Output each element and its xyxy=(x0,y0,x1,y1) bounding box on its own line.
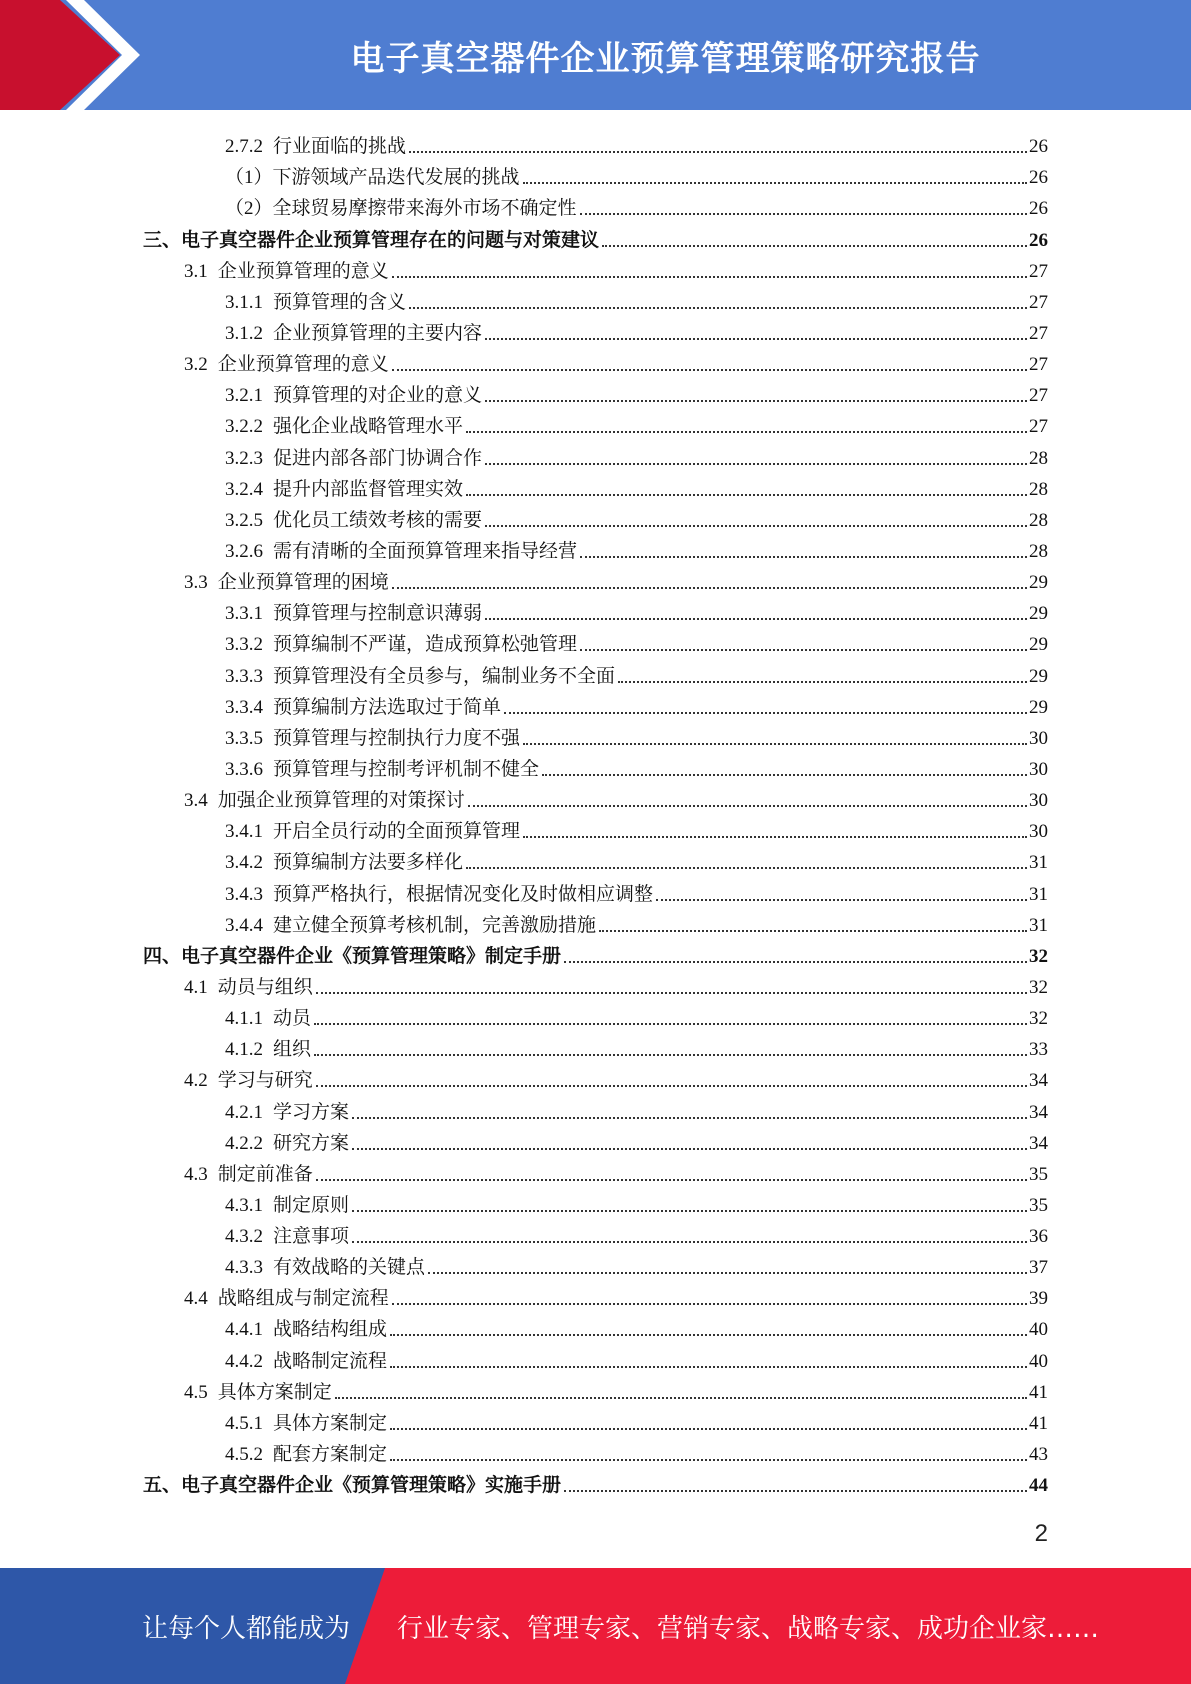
toc-page-number: 29 xyxy=(1029,696,1048,718)
toc-section-label: 预算编制方法选取过于简单 xyxy=(273,696,502,718)
toc-section-label: 开启全员行动的全面预算管理 xyxy=(273,821,521,843)
toc-page-number: 32 xyxy=(1029,945,1048,967)
toc-section-number: 4.1 xyxy=(184,976,208,998)
toc-page-number: 27 xyxy=(1029,260,1048,282)
toc-entry[interactable] xyxy=(143,127,1048,158)
toc-section-label: 制定前准备 xyxy=(217,1163,313,1185)
toc-entry[interactable] xyxy=(143,999,1048,1030)
toc-section-label: 三、电子真空器件企业预算管理存在的问题与对策建议 xyxy=(143,229,600,251)
toc-entry[interactable] xyxy=(143,1341,1048,1372)
toc-leader-dots xyxy=(602,245,1027,247)
toc-entry[interactable] xyxy=(143,656,1048,687)
toc-entry-title xyxy=(184,572,389,594)
toc-section-label: 战略结构组成 xyxy=(273,1319,388,1341)
toc-leader-dots xyxy=(314,1023,1027,1025)
toc-entry-title xyxy=(225,385,482,407)
toc-entry[interactable] xyxy=(143,1092,1048,1123)
toc-entry-title xyxy=(225,884,653,906)
toc-entry-title xyxy=(225,323,482,345)
toc-entry-title xyxy=(184,1070,313,1092)
toc-entry-title xyxy=(225,479,463,501)
toc-section-number: 3.1.1 xyxy=(225,291,263,313)
toc-section-number: 3.3.2 xyxy=(225,634,263,656)
toc-section-number: 3.4.3 xyxy=(225,883,263,905)
toc-leader-dots xyxy=(485,400,1027,402)
toc-leader-dots xyxy=(618,681,1027,683)
toc-section-label: 具体方案制定 xyxy=(217,1381,332,1403)
toc-section-label: 促进内部各部门协调合作 xyxy=(273,447,483,469)
toc-section-number: 4.1.1 xyxy=(225,1008,263,1030)
toc-leader-dots xyxy=(564,961,1027,963)
toc-entry-title xyxy=(184,1164,313,1186)
toc-page-number: 31 xyxy=(1029,883,1048,905)
toc-leader-dots xyxy=(392,276,1027,278)
toc-entry[interactable] xyxy=(143,1279,1048,1310)
toc-section-number: 4.3.1 xyxy=(225,1194,263,1216)
toc-section-number: 4.5.2 xyxy=(225,1444,263,1466)
toc-page-number: 27 xyxy=(1029,385,1048,407)
toc-entry-title xyxy=(184,790,465,812)
toc-entry-title xyxy=(225,198,577,220)
toc-section-label: （2）全球贸易摩擦带来海外市场不确定性 xyxy=(225,198,577,220)
toc-entry-title xyxy=(225,292,406,314)
toc-entry[interactable] xyxy=(143,438,1048,469)
toc-entry[interactable] xyxy=(143,1124,1048,1155)
toc-section-number: 3.3.1 xyxy=(225,603,263,625)
toc-section-label: 企业预算管理的意义 xyxy=(217,354,389,376)
toc-page-number: 43 xyxy=(1029,1444,1048,1466)
toc-entry[interactable] xyxy=(143,594,1048,625)
toc-page-number: 40 xyxy=(1029,1319,1048,1341)
toc-entry[interactable] xyxy=(143,750,1048,781)
toc-section-label: 预算管理与控制执行力度不强 xyxy=(273,727,521,749)
toc-page-number: 28 xyxy=(1029,509,1048,531)
toc-entry-title xyxy=(225,167,520,189)
toc-section-number: 3.4 xyxy=(184,790,208,812)
toc-leader-dots xyxy=(390,1366,1027,1368)
toc-entry[interactable] xyxy=(143,1186,1048,1217)
toc-entry[interactable] xyxy=(143,1310,1048,1341)
page-footer xyxy=(0,1568,1191,1684)
toc-section-label: 需有清晰的全面预算管理来指导经营 xyxy=(273,540,578,562)
toc-section-number: 3.3.6 xyxy=(225,758,263,780)
toc-entry[interactable] xyxy=(143,563,1048,594)
page-number: 2 xyxy=(1034,1520,1048,1547)
toc-entry[interactable] xyxy=(143,1061,1048,1092)
toc-page-number: 32 xyxy=(1029,976,1048,998)
toc-section-number: 2.7.2 xyxy=(225,136,263,158)
toc-leader-dots xyxy=(580,556,1027,558)
toc-page-number: 28 xyxy=(1029,478,1048,500)
toc-entry[interactable] xyxy=(143,1217,1048,1248)
toc-entry-title xyxy=(184,977,313,999)
toc-page-number: 35 xyxy=(1029,1194,1048,1216)
toc-leader-dots xyxy=(390,1428,1027,1430)
toc-entry-title xyxy=(184,354,389,376)
toc-page-number: 30 xyxy=(1029,821,1048,843)
toc-entry[interactable] xyxy=(143,252,1048,283)
toc-leader-dots xyxy=(504,712,1027,714)
toc-leader-dots xyxy=(580,213,1027,215)
toc-section-number: 4.4.1 xyxy=(225,1319,263,1341)
toc-section-number: 3.2.4 xyxy=(225,478,263,500)
toc-section-label: 学习方案 xyxy=(273,1101,350,1123)
toc-entry-title xyxy=(225,448,482,470)
toc-leader-dots xyxy=(523,836,1027,838)
toc-section-label: 强化企业战略管理水平 xyxy=(273,416,464,438)
toc-section-label: 注意事项 xyxy=(273,1226,350,1248)
toc-entry[interactable] xyxy=(143,812,1048,843)
toc-page-number: 39 xyxy=(1029,1288,1048,1310)
toc-page-number: 44 xyxy=(1029,1475,1048,1497)
toc-leader-dots xyxy=(599,930,1027,932)
toc-page-number: 30 xyxy=(1029,758,1048,780)
toc-leader-dots xyxy=(316,992,1027,994)
toc-entry[interactable] xyxy=(143,314,1048,345)
toc-entry-title xyxy=(225,1133,349,1155)
toc-entry[interactable] xyxy=(143,532,1048,563)
toc-leader-dots xyxy=(523,743,1027,745)
toc-entry-title xyxy=(225,1008,311,1030)
toc-entry-title xyxy=(225,1226,349,1248)
toc-section-number: 3.1 xyxy=(184,260,208,282)
toc-leader-dots xyxy=(335,1397,1027,1399)
toc-section-label: 预算编制方法要多样化 xyxy=(273,852,464,874)
toc-section-label: 行业面临的挑战 xyxy=(273,136,407,158)
toc-entry[interactable] xyxy=(143,625,1048,656)
toc-section-label: 研究方案 xyxy=(273,1132,350,1154)
toc-page-number: 29 xyxy=(1029,572,1048,594)
toc-entry[interactable] xyxy=(143,376,1048,407)
toc-entry[interactable] xyxy=(143,1373,1048,1404)
toc-section-number: 4.4.2 xyxy=(225,1350,263,1372)
toc-section-number: 3.2.3 xyxy=(225,447,263,469)
toc-section-label: 四、电子真空器件企业《预算管理策略》制定手册 xyxy=(143,945,562,967)
toc-entry[interactable] xyxy=(143,906,1048,937)
toc-section-label: （1）下游领域产品迭代发展的挑战 xyxy=(225,167,520,189)
toc-entry-title xyxy=(225,136,406,158)
toc-section-number: 4.1.2 xyxy=(225,1039,263,1061)
toc-section-label: 预算严格执行，根据情况变化及时做相应调整 xyxy=(273,883,654,905)
toc-page-number: 30 xyxy=(1029,727,1048,749)
toc-entry[interactable] xyxy=(143,470,1048,501)
toc-page-number: 29 xyxy=(1029,603,1048,625)
toc-section-number: 3.4.4 xyxy=(225,914,263,936)
toc-page-number: 27 xyxy=(1029,354,1048,376)
toc-entry-title xyxy=(225,1195,349,1217)
toc-leader-dots xyxy=(468,805,1027,807)
toc-entry-title xyxy=(225,1039,311,1061)
toc-entry-title xyxy=(225,1351,387,1373)
toc-entry-title xyxy=(225,852,463,874)
toc-page-number: 36 xyxy=(1029,1226,1048,1248)
toc-entry[interactable] xyxy=(143,1248,1048,1279)
toc-section-label: 预算管理与控制意识薄弱 xyxy=(273,603,483,625)
toc-section-number: 4.5 xyxy=(184,1381,208,1403)
toc-entry[interactable] xyxy=(143,781,1048,812)
footer-expert-list: 行业专家、管理专家、营销专家、战略专家、成功企业家…… xyxy=(397,1613,1100,1644)
toc-entry[interactable] xyxy=(143,874,1048,905)
toc-page-number: 41 xyxy=(1029,1412,1048,1434)
toc-section-label: 预算管理的含义 xyxy=(273,291,407,313)
page-header xyxy=(0,0,1191,110)
toc-leader-dots xyxy=(542,774,1027,776)
toc-section-label: 建立健全预算考核机制，完善激励措施 xyxy=(273,914,597,936)
toc-entry-title xyxy=(184,261,389,283)
toc-section-label: 加强企业预算管理的对策探讨 xyxy=(217,790,465,812)
toc-leader-dots xyxy=(352,1148,1027,1150)
toc-entry[interactable] xyxy=(143,968,1048,999)
toc-section-label: 五、电子真空器件企业《预算管理策略》实施手册 xyxy=(143,1475,562,1497)
toc-page-number: 26 xyxy=(1029,198,1048,220)
toc-page-number: 29 xyxy=(1029,634,1048,656)
toc-section-number: 4.4 xyxy=(184,1288,208,1310)
toc-page-number: 31 xyxy=(1029,914,1048,936)
toc-entry-title xyxy=(225,759,539,781)
toc-leader-dots xyxy=(316,1085,1027,1087)
toc-entry[interactable] xyxy=(143,283,1048,314)
toc-entry[interactable] xyxy=(143,189,1048,220)
toc-section-number: 3.4.1 xyxy=(225,821,263,843)
toc-entry-title xyxy=(225,697,501,719)
toc-page-number: 26 xyxy=(1029,229,1048,251)
toc-leader-dots xyxy=(485,338,1027,340)
toc-section-label: 战略组成与制定流程 xyxy=(217,1288,389,1310)
toc-section-label: 具体方案制定 xyxy=(273,1412,388,1434)
toc-leader-dots xyxy=(352,1241,1027,1243)
toc-page-number: 40 xyxy=(1029,1350,1048,1372)
toc-entry-title xyxy=(225,1413,387,1435)
toc-entry[interactable] xyxy=(143,158,1048,189)
toc-entry-title xyxy=(143,946,561,968)
toc-section-label: 优化员工绩效考核的需要 xyxy=(273,509,483,531)
toc-section-number: 4.2.2 xyxy=(225,1132,263,1154)
toc-entry-title xyxy=(225,510,482,532)
toc-leader-dots xyxy=(485,525,1027,527)
toc-leader-dots xyxy=(656,899,1027,901)
toc-section-number: 4.2.1 xyxy=(225,1101,263,1123)
report-title: 电子真空器件企业预算管理策略研究报告 xyxy=(350,38,981,79)
toc-leader-dots xyxy=(485,463,1027,465)
toc-entry-title xyxy=(225,541,577,563)
toc-leader-dots xyxy=(485,618,1027,620)
toc-leader-dots xyxy=(392,369,1027,371)
toc-section-label: 企业预算管理的主要内容 xyxy=(273,322,483,344)
toc-page-number: 27 xyxy=(1029,416,1048,438)
toc-entry-title xyxy=(143,230,599,252)
toc-entry[interactable] xyxy=(143,1030,1048,1061)
toc-section-label: 提升内部监督管理实效 xyxy=(273,478,464,500)
toc-page-number: 34 xyxy=(1029,1101,1048,1123)
toc-entry-title xyxy=(143,1475,561,1497)
toc-entry[interactable] xyxy=(143,220,1048,251)
toc-page-number: 32 xyxy=(1029,1008,1048,1030)
toc-leader-dots xyxy=(316,1179,1027,1181)
footer-slogan: 让每个人都能成为 xyxy=(142,1613,351,1644)
toc-section-label: 预算管理与控制考评机制不健全 xyxy=(273,758,540,780)
toc-entry[interactable] xyxy=(143,1466,1048,1497)
toc-leader-dots xyxy=(390,1334,1027,1336)
toc-section-label: 动员 xyxy=(273,1008,312,1030)
toc-page-number: 31 xyxy=(1029,852,1048,874)
toc-leader-dots xyxy=(466,867,1027,869)
toc-entry-title xyxy=(225,603,482,625)
toc-entry[interactable] xyxy=(143,407,1048,438)
toc-entry-title xyxy=(225,728,520,750)
toc-section-label: 配套方案制定 xyxy=(273,1444,388,1466)
toc-entry[interactable] xyxy=(143,1435,1048,1466)
toc-section-label: 企业预算管理的困境 xyxy=(217,572,389,594)
toc-leader-dots xyxy=(314,1054,1027,1056)
toc-section-number: 3.2 xyxy=(184,354,208,376)
toc-entry[interactable] xyxy=(143,843,1048,874)
toc-section-label: 预算管理没有全员参与，编制业务不全面 xyxy=(273,665,616,687)
toc-leader-dots xyxy=(580,649,1027,651)
toc-entry-title xyxy=(225,1102,349,1124)
toc-page-number: 30 xyxy=(1029,790,1048,812)
header-chevron-decoration xyxy=(0,0,150,110)
toc-entry-title xyxy=(225,666,615,688)
toc-entry-title xyxy=(184,1288,389,1310)
toc-section-label: 战略制定流程 xyxy=(273,1350,388,1372)
toc-leader-dots xyxy=(392,587,1027,589)
toc-section-number: 3.1.2 xyxy=(225,322,263,344)
toc-entry-title xyxy=(225,1319,387,1341)
toc-section-label: 制定原则 xyxy=(273,1194,350,1216)
toc-page-number: 27 xyxy=(1029,291,1048,313)
toc-page-number: 34 xyxy=(1029,1132,1048,1154)
toc-entry[interactable] xyxy=(143,345,1048,376)
toc-section-label: 预算管理的对企业的意义 xyxy=(273,385,483,407)
toc-entry[interactable] xyxy=(143,1155,1048,1186)
table-of-contents xyxy=(143,127,1048,1497)
toc-section-number: 3.2.2 xyxy=(225,416,263,438)
toc-section-number: 4.5.1 xyxy=(225,1412,263,1434)
toc-section-number: 3.3 xyxy=(184,572,208,594)
toc-page-number: 37 xyxy=(1029,1257,1048,1279)
toc-section-label: 企业预算管理的意义 xyxy=(217,260,389,282)
toc-section-label: 预算编制不严谨，造成预算松弛管理 xyxy=(273,634,578,656)
toc-section-label: 组织 xyxy=(273,1039,312,1061)
toc-section-label: 学习与研究 xyxy=(217,1070,313,1092)
toc-section-number: 4.2 xyxy=(184,1070,208,1092)
toc-leader-dots xyxy=(352,1117,1027,1119)
toc-page-number: 28 xyxy=(1029,540,1048,562)
toc-leader-dots xyxy=(352,1210,1027,1212)
toc-section-number: 3.3.4 xyxy=(225,696,263,718)
toc-section-number: 4.3.2 xyxy=(225,1226,263,1248)
toc-leader-dots xyxy=(409,307,1027,309)
toc-leader-dots xyxy=(428,1272,1027,1274)
toc-entry[interactable] xyxy=(143,1404,1048,1435)
toc-entry-title xyxy=(225,634,577,656)
toc-entry-title xyxy=(184,1382,332,1404)
toc-leader-dots xyxy=(564,1490,1027,1492)
toc-entry[interactable] xyxy=(143,688,1048,719)
toc-page-number: 41 xyxy=(1029,1381,1048,1403)
toc-entry-title xyxy=(225,821,520,843)
toc-entry[interactable] xyxy=(143,501,1048,532)
toc-section-number: 3.3.5 xyxy=(225,727,263,749)
toc-leader-dots xyxy=(392,1303,1027,1305)
toc-leader-dots xyxy=(466,494,1027,496)
toc-section-label: 动员与组织 xyxy=(217,976,313,998)
toc-entry[interactable] xyxy=(143,719,1048,750)
toc-page-number: 26 xyxy=(1029,136,1048,158)
toc-page-number: 33 xyxy=(1029,1039,1048,1061)
toc-page-number: 35 xyxy=(1029,1163,1048,1185)
toc-section-number: 3.3.3 xyxy=(225,665,263,687)
toc-entry-title xyxy=(225,915,596,937)
toc-page-number: 27 xyxy=(1029,322,1048,344)
toc-leader-dots xyxy=(466,431,1027,433)
toc-entry-title xyxy=(225,1257,425,1279)
toc-page-number: 26 xyxy=(1029,167,1048,189)
toc-section-number: 3.2.5 xyxy=(225,509,263,531)
toc-section-label: 有效战略的关键点 xyxy=(273,1257,426,1279)
toc-page-number: 34 xyxy=(1029,1070,1048,1092)
toc-leader-dots xyxy=(409,151,1027,153)
toc-section-number: 3.2.6 xyxy=(225,540,263,562)
toc-section-number: 4.3 xyxy=(184,1163,208,1185)
toc-leader-dots xyxy=(523,182,1027,184)
toc-section-number: 3.4.2 xyxy=(225,852,263,874)
toc-section-number: 3.2.1 xyxy=(225,385,263,407)
toc-entry[interactable] xyxy=(143,937,1048,968)
toc-leader-dots xyxy=(390,1459,1027,1461)
toc-entry-title xyxy=(225,1444,387,1466)
toc-entry-title xyxy=(225,416,463,438)
toc-page-number: 28 xyxy=(1029,447,1048,469)
toc-page-number: 29 xyxy=(1029,665,1048,687)
toc-section-number: 4.3.3 xyxy=(225,1257,263,1279)
